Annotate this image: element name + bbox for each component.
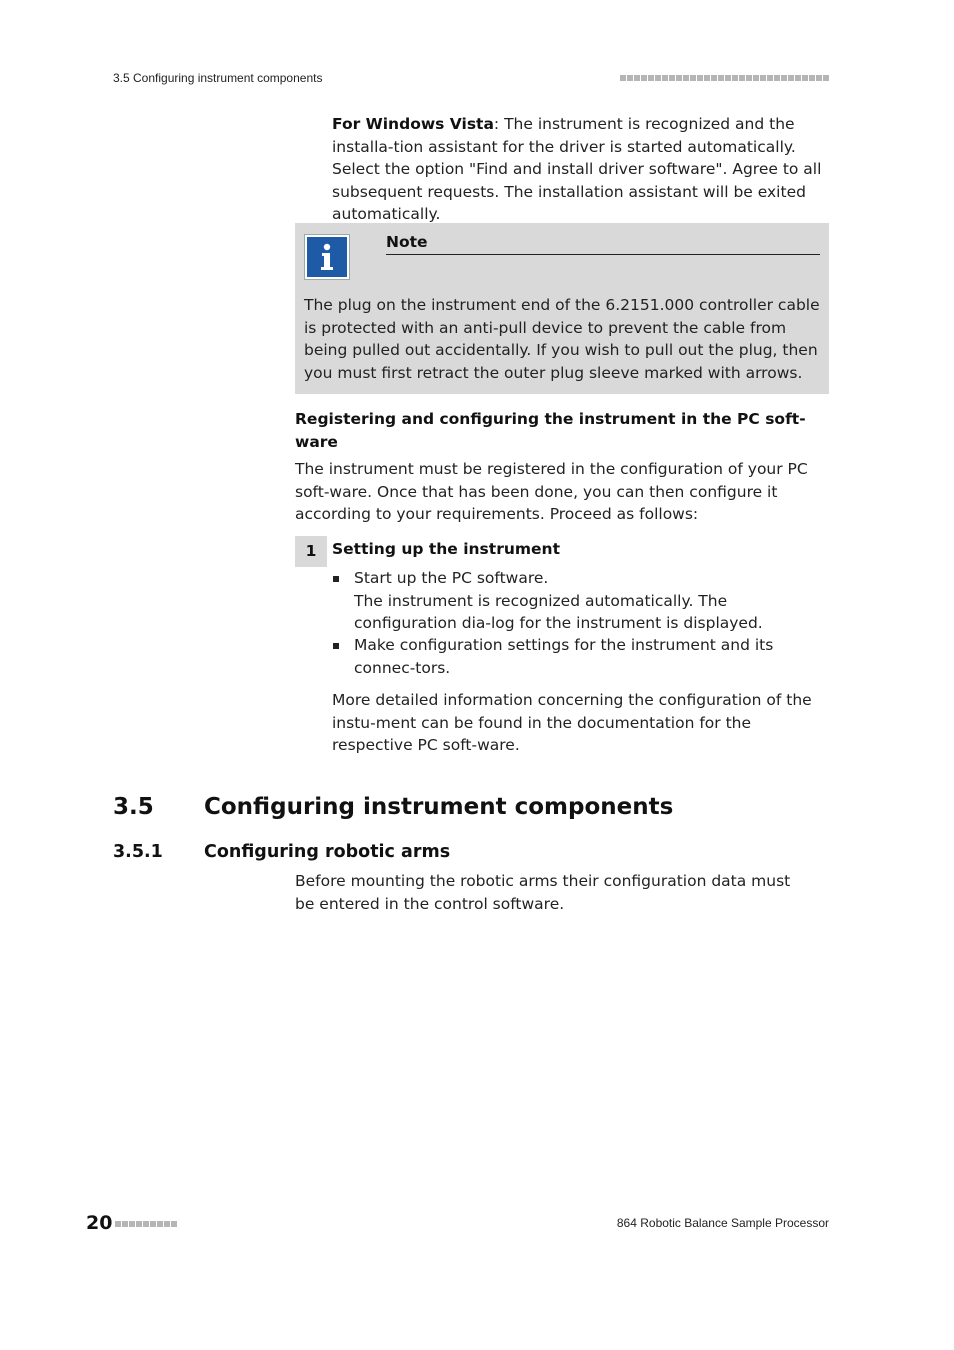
- list-item: [354, 567, 830, 635]
- step-number: 1: [295, 536, 327, 567]
- bullet-marker: [333, 576, 339, 582]
- page-number: 20: [86, 1212, 113, 1234]
- subsection-text: Before mounting the robotic arms their configuration data must be entered in the control software.: [295, 872, 791, 913]
- vista-paragraph: [332, 113, 832, 226]
- section-number: 3.5: [113, 794, 154, 820]
- registering-heading: Registering and configuring the instrument in the PC soft-ware: [295, 410, 806, 451]
- note-title: Note: [386, 233, 428, 251]
- subsection-title: Configuring robotic arms: [204, 842, 451, 862]
- footer-decoration: [115, 1221, 177, 1227]
- registering-text: The instrument must be registered in the configuration of your PC soft-ware. Once that has been done, you can then configure it according to your requirements. Proceed as follows:: [295, 460, 808, 523]
- footer-product-name: 864 Robotic Balance Sample Processor: [616, 1216, 829, 1230]
- bullet-marker: [333, 643, 339, 649]
- vista-label: For Windows Vista: [332, 115, 494, 133]
- list-item-detail: The instrument is recognized automatically. The configuration dia-log for the instrument is displayed.: [354, 591, 763, 632]
- more-info-text: More detailed information concerning the configuration of the instu-ment can be found in the documentation for the respective PC soft-ware.: [332, 691, 812, 754]
- note-divider: [386, 254, 820, 255]
- info-icon: [305, 235, 349, 279]
- header-decoration: [620, 75, 829, 81]
- section-title: Configuring instrument components: [204, 794, 674, 820]
- note-box: [295, 223, 829, 394]
- running-header: 3.5 Configuring instrument components: [113, 71, 323, 85]
- subsection-number: 3.5.1: [113, 842, 163, 862]
- list-item: [354, 634, 824, 679]
- list-item-line: Start up the PC software.: [354, 569, 549, 587]
- list-item-line: Make configuration settings for the instrument and its connec-tors.: [354, 636, 774, 677]
- note-text: The plug on the instrument end of the 6.2151.000 controller cable is protected with an anti-pull device to prevent the cable from being pulled out accidentally. If you wish to pull out the plug, then you must first retract the outer plug sleeve marked with arrows.: [304, 296, 820, 382]
- vista-text: : The instrument is recognized and the installa-tion assistant for the driver is started automatically. Select the option "Find and install driver software". Agree to all subsequent requests. The installation assistant will be exited automatically.: [332, 115, 822, 223]
- step-title: Setting up the instrument: [332, 540, 560, 558]
